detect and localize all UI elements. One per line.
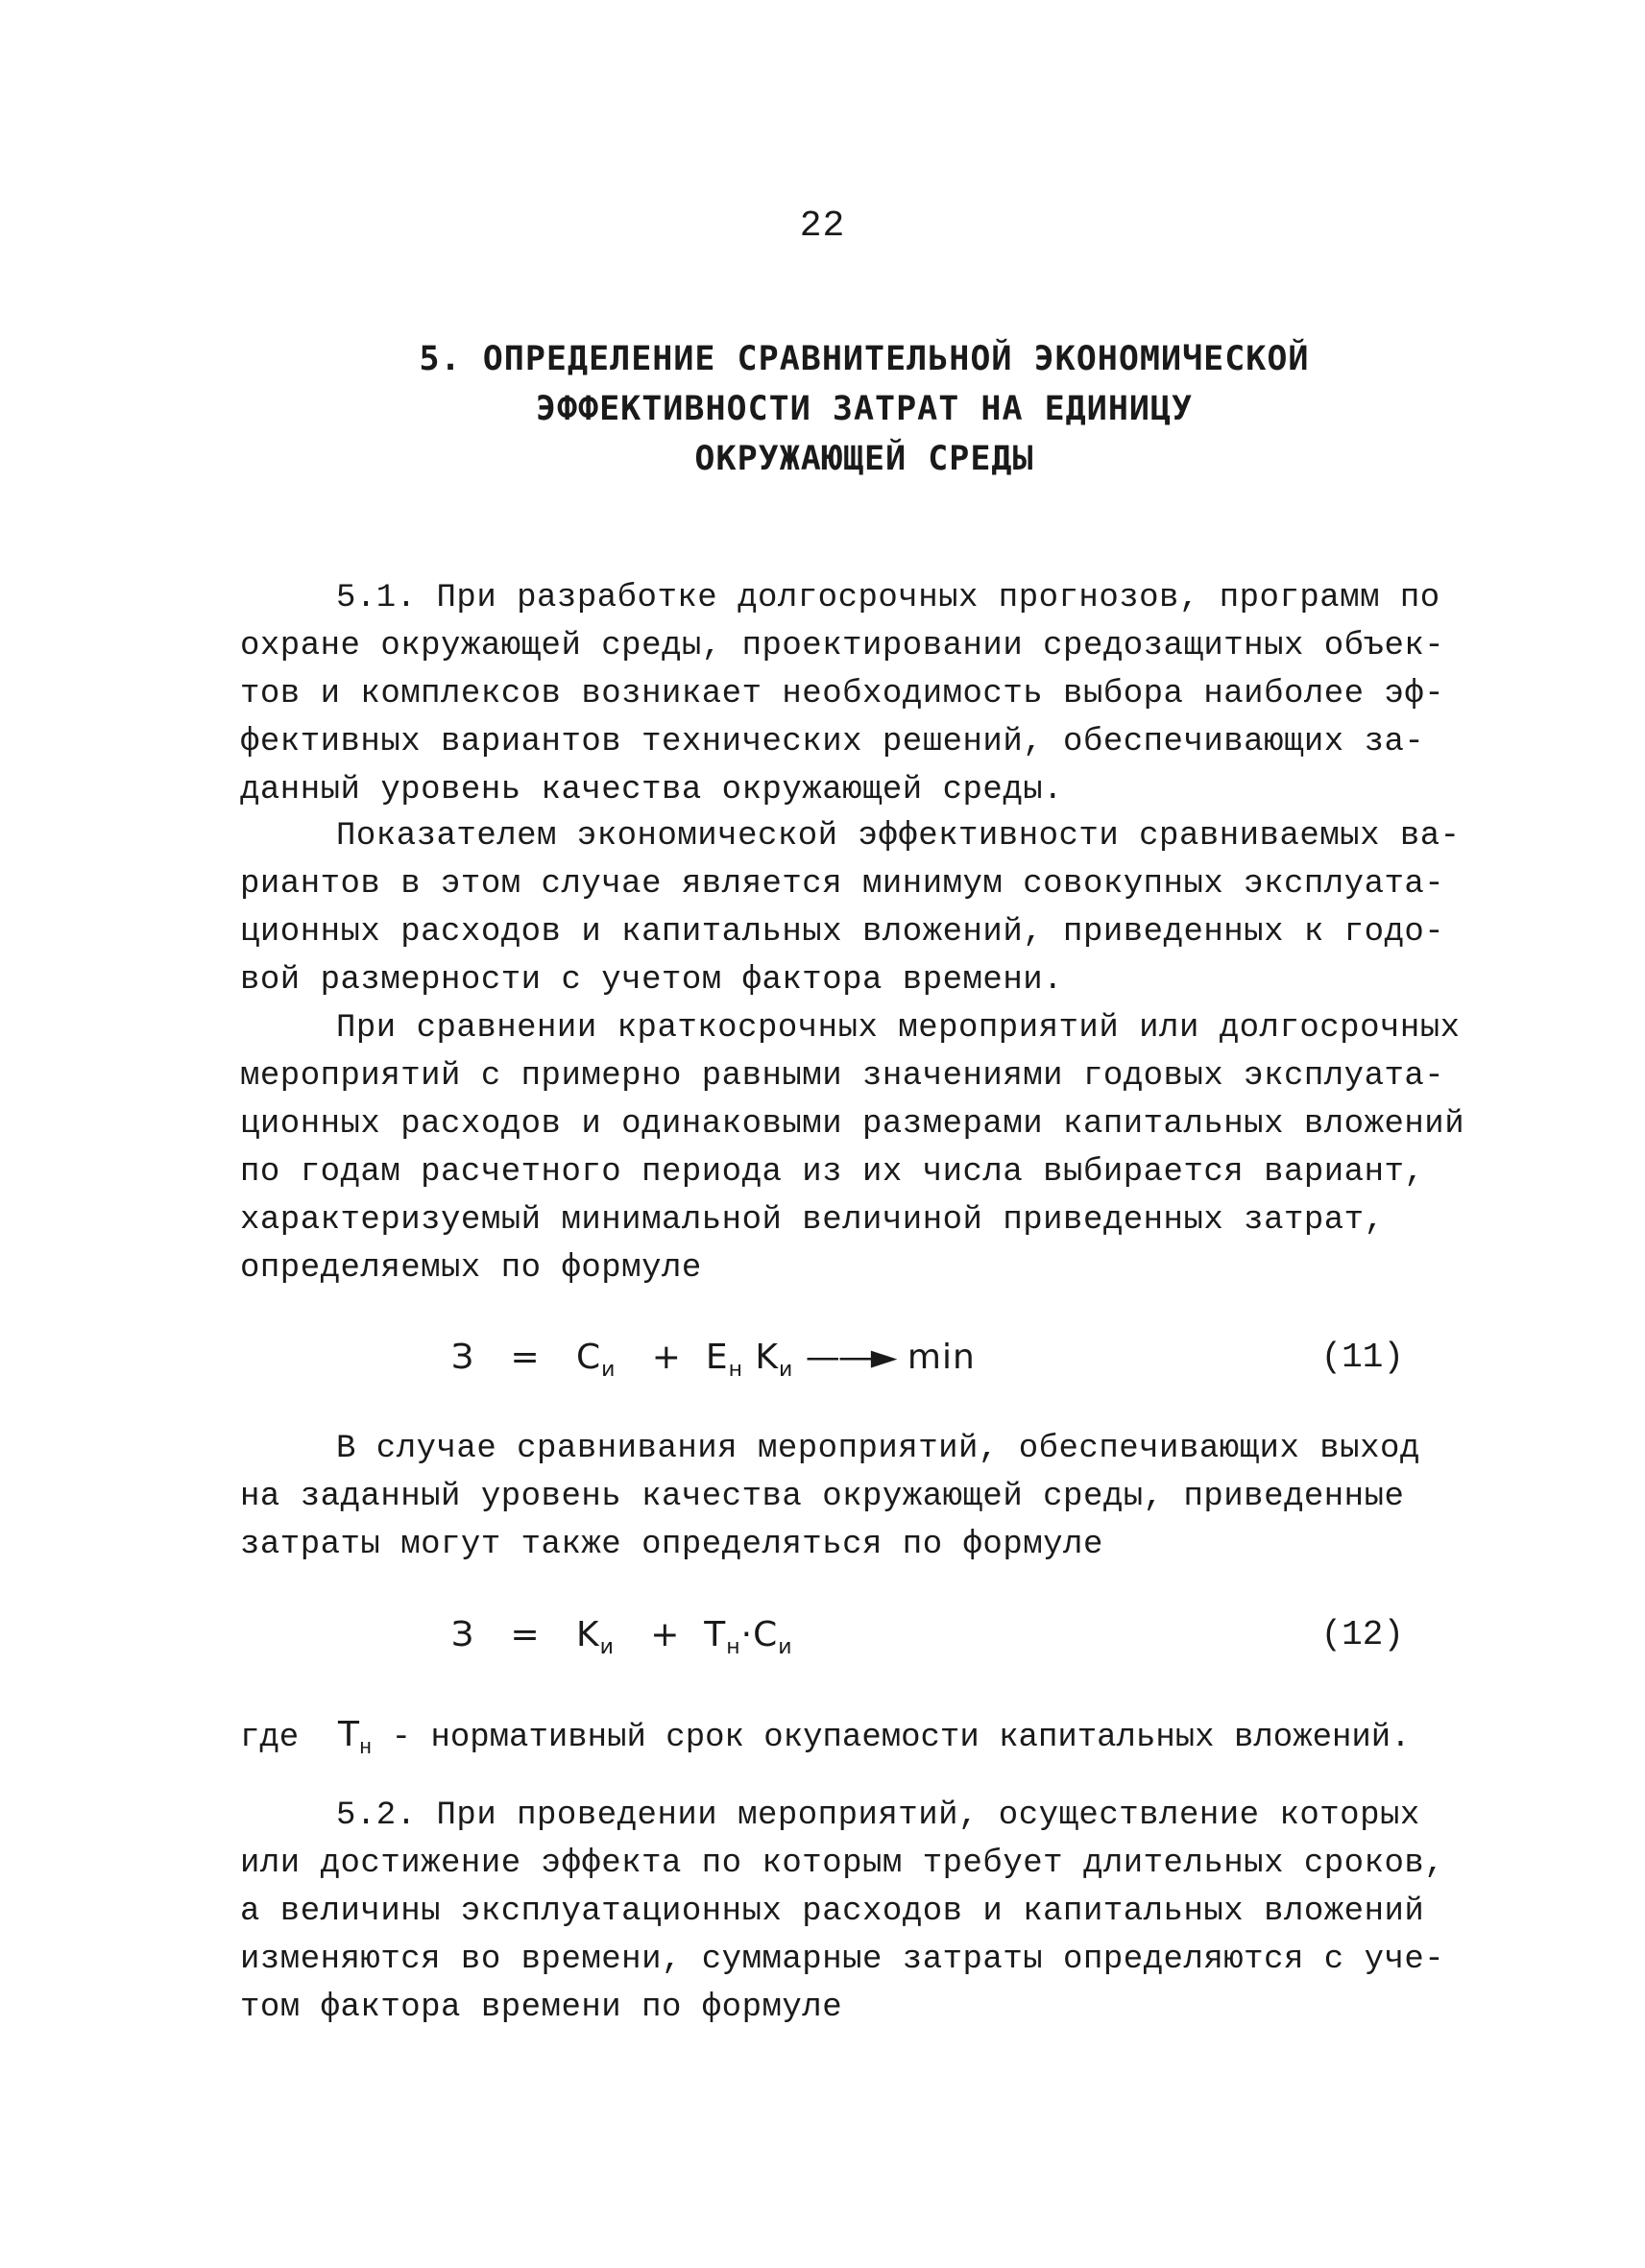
- formula-symbol: З: [451, 1615, 475, 1654]
- formula-operator: +: [650, 1615, 681, 1654]
- paragraph-target-level: [240, 1425, 1440, 1569]
- formula-11: [240, 1338, 1404, 1395]
- legend-subscript: н: [359, 1736, 373, 1760]
- legend-symbol: T: [338, 1715, 360, 1754]
- paragraph-line: Показателем экономической эффективности сравниваемых ва-: [336, 818, 1461, 855]
- paragraph-line: риантов в этом случае является минимум совокупных эксплуата-: [240, 866, 1445, 903]
- paragraph-line: характеризуемый минимальной величиной приведенных затрат,: [240, 1202, 1385, 1239]
- paragraph-line: на заданный уровень качества окружающей среды, приведенные: [240, 1479, 1405, 1515]
- formula-number: (11): [1320, 1338, 1404, 1377]
- paragraph-comparison: [240, 1004, 1465, 1292]
- paragraph-line: В случае сравнивания мероприятий, обеспечивающих выход: [336, 1431, 1420, 1467]
- paragraph-line: а величины эксплуатационных расходов и капитальных вложений: [240, 1894, 1425, 1930]
- formula-symbol: T: [704, 1615, 727, 1654]
- paragraph-5-1: [240, 574, 1445, 814]
- paragraph-line: или достижение эффекта по которым требует длительных сроков,: [240, 1846, 1445, 1882]
- formula-symbol: C: [575, 1338, 602, 1377]
- paragraph-line: изменяются во времени, суммарные затраты определяются с уче-: [240, 1942, 1445, 1978]
- formula-12: [240, 1615, 1404, 1673]
- legend-word: где: [240, 1720, 300, 1756]
- paragraph-line: фективных вариантов технических решений, обеспечивающих за-: [240, 724, 1425, 760]
- page-number: 22: [799, 205, 846, 247]
- formula-subscript: н: [726, 1635, 741, 1659]
- formula-symbol: E: [705, 1338, 729, 1377]
- formula-operator: +: [651, 1338, 682, 1377]
- paragraph-line: 5.2. При проведении мероприятий, осуществление которых: [336, 1798, 1420, 1834]
- section-title: [375, 334, 1354, 484]
- formula-min: min: [907, 1338, 976, 1377]
- paragraph-line: мероприятий с примерно равными значениями годовых эксплуата-: [240, 1058, 1445, 1095]
- formula-symbol: K: [575, 1615, 600, 1654]
- paragraph-line: охране окружающей среды, проектировании средозащитных объек-: [240, 628, 1445, 664]
- formula-subscript: и: [601, 1358, 617, 1382]
- formula-operator: =: [510, 1338, 541, 1377]
- paragraph-line: затраты могут также определяться по формуле: [240, 1527, 1103, 1563]
- paragraph-line: вой размерности с учетом фактора времени.: [240, 962, 1064, 999]
- formula-operator: =: [510, 1615, 541, 1654]
- paragraph-line: определяемых по формуле: [240, 1250, 702, 1287]
- paragraph-5-2: [240, 1792, 1445, 2032]
- formula-subscript: и: [779, 1358, 794, 1382]
- paragraph-line: ционных расходов и одинаковыми размерами капитальных вложений: [240, 1106, 1465, 1143]
- paragraph-line: данный уровень качества окружающей среды.: [240, 772, 1064, 808]
- title-line-3: ОКРУЖАЮЩЕЙ СРЕДЫ: [694, 440, 1034, 478]
- paragraph-indicator: [240, 812, 1461, 1004]
- formula-operator: ·: [740, 1615, 754, 1654]
- paragraph-line: том фактора времени по формуле: [240, 1990, 843, 2026]
- title-line-1: 5. ОПРЕДЕЛЕНИЕ СРАВНИТЕЛЬНОЙ ЭКОНОМИЧЕСКОЙ: [419, 340, 1310, 378]
- formula-number: (12): [1320, 1615, 1404, 1654]
- formula-subscript: и: [599, 1635, 615, 1659]
- paragraph-line: 5.1. При разработке долгосрочных прогнозов, программ по: [336, 580, 1440, 616]
- paragraph-line: тов и комплексов возникает необходимость выбора наиболее эф-: [240, 676, 1445, 712]
- formula-expression: [451, 1615, 793, 1659]
- arrow-icon: ——►: [805, 1338, 896, 1377]
- title-line-2: ЭФФЕКТИВНОСТИ ЗАТРАТ НА ЕДИНИЦУ: [535, 390, 1194, 428]
- formula-subscript: н: [728, 1358, 743, 1382]
- paragraph-line: ционных расходов и капитальных вложений, приведенных к годо-: [240, 914, 1445, 951]
- formula-legend: [240, 1711, 1440, 1773]
- paragraph-line: При сравнении краткосрочных мероприятий или долгосрочных: [336, 1010, 1461, 1047]
- formula-symbol: З: [451, 1338, 475, 1377]
- formula-symbol: C: [753, 1615, 779, 1654]
- paragraph-line: по годам расчетного периода из их числа выбирается вариант,: [240, 1154, 1425, 1191]
- legend-text: - нормативный срок окупаемости капитальных вложений.: [372, 1720, 1411, 1756]
- formula-subscript: и: [778, 1635, 793, 1659]
- formula-symbol: K: [755, 1338, 780, 1377]
- formula-expression: [451, 1338, 976, 1382]
